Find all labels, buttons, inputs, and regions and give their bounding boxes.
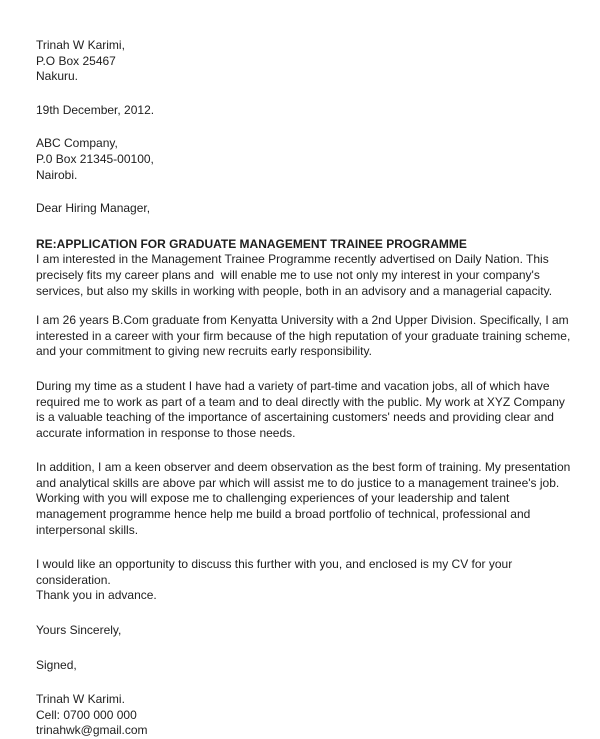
body-line: I am 26 years B.Com graduate from Kenyatta University with a 2nd Upper Division. Specifically, I am: [36, 313, 569, 328]
body-line: consideration.: [36, 572, 111, 587]
sender-name: Trinah W Karimi,: [36, 38, 125, 52]
body-line: During my time as a student I have had a variety of part-time and vacation jobs, all of which have: [36, 378, 550, 393]
signed-block: [36, 658, 566, 674]
body-line: interested in a career with your firm because of the high reputation of your graduate training scheme,: [36, 328, 571, 343]
signature-email: trinahwk@gmail.com: [36, 723, 148, 738]
body-line: is a valuable teaching of the importance of ascertaining customers' needs and providing clear and: [36, 410, 554, 425]
body-line: services, but also my skills in working with people, both in an advisory and a managerial capacity.: [36, 283, 553, 298]
body-line: Thank you in advance.: [36, 588, 157, 603]
recipient-company: ABC Company,: [36, 136, 118, 151]
body-paragraph-4: [36, 460, 571, 538]
body-line: accurate information in response to those needs.: [36, 425, 296, 440]
sender-town: Nakuru.: [36, 69, 79, 84]
body-paragraph-3: [36, 379, 566, 441]
subject-line: RE:APPLICATION FOR GRADUATE MANAGEMENT TRAINEE PROGRAMME: [36, 236, 467, 251]
body-paragraph-5: [36, 557, 566, 604]
sender-box: P.O Box 25467: [36, 53, 116, 68]
letter-date: 19th December, 2012.: [36, 102, 155, 117]
salutation-block: [36, 201, 566, 217]
body-line: required me to work as part of a team and to deal directly with the public. My work at XYZ Company: [36, 394, 565, 409]
body-line: In addition, I am a keen observer and deem observation as the best form of training. My presentation: [36, 460, 571, 475]
body-paragraph-1: [36, 252, 566, 299]
salutation: Dear Hiring Manager,: [36, 201, 151, 216]
body-line: I would like an opportunity to discuss this further with you, and enclosed is my CV for your: [36, 557, 513, 572]
body-line: precisely fits my career plans and will enable me to use not only my interest in your company's: [36, 267, 540, 282]
recipient-town: Nairobi.: [36, 167, 78, 182]
letter-content: [36, 38, 571, 739]
body-line: I am interested in the Management Trainee Programme recently advertised on Daily Nation. This: [36, 252, 549, 267]
body-line: and your commitment to giving new recruits early responsibility.: [36, 344, 372, 359]
letter-date-block: [36, 103, 566, 119]
body-line: interpersonal skills.: [36, 522, 139, 537]
body-paragraph-2: [36, 313, 571, 360]
closing: Yours Sincerely,: [36, 623, 122, 638]
signature-block: [36, 692, 566, 739]
body-line: Working with you will expose me to challenging experiences of your leadership and talent: [36, 491, 510, 506]
signed-label: Signed,: [36, 657, 77, 672]
sender-address: [36, 38, 566, 85]
body-line: management programme hence help me build a broad portfolio of technical, professional and: [36, 507, 531, 522]
closing-block: [36, 623, 566, 639]
signature-name: Trinah W Karimi.: [36, 692, 125, 707]
recipient-address: [36, 136, 566, 183]
recipient-box: P.0 Box 21345-00100,: [36, 151, 154, 166]
body-line: and analytical skills are above par which will assist me to do justice to a management trainee's job.: [36, 475, 560, 490]
signature-cell: Cell: 0700 000 000: [36, 707, 137, 722]
